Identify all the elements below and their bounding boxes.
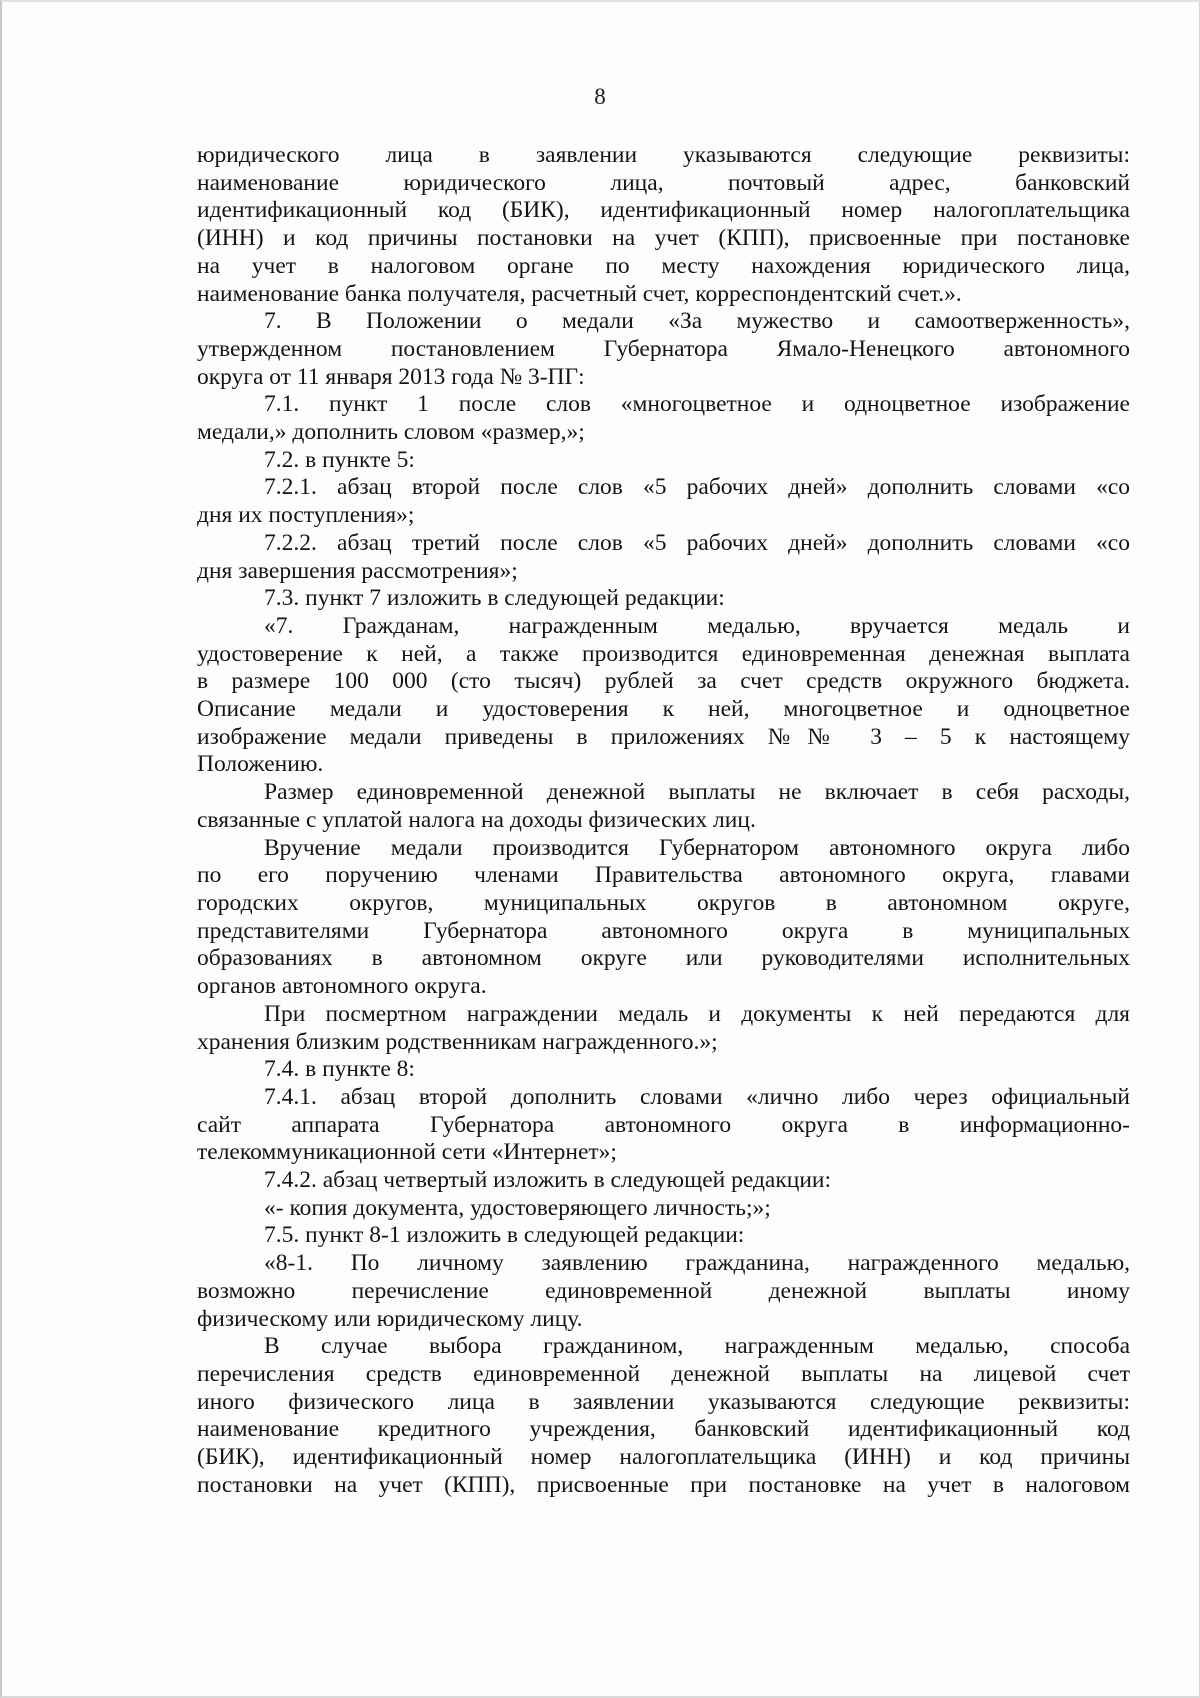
paragraph bbox=[197, 1001, 1130, 1056]
text-line: (БИК), идентификационный номер налогоплательщика (ИНН) и код причины bbox=[197, 1444, 1130, 1471]
paragraph bbox=[197, 1167, 1130, 1195]
text-line: округа от 11 января 2013 года № 3-ПГ: bbox=[197, 363, 585, 390]
text-line: телекоммуникационной сети «Интернет»; bbox=[197, 1139, 617, 1166]
page-number: 8 bbox=[594, 84, 606, 109]
text-line: Размер единовременной денежной выплаты не включает в себя расходы, bbox=[264, 779, 1130, 806]
text-line: удостоверение к ней, а также производится единовременная денежная выплата bbox=[197, 640, 1130, 667]
text-line: наименование юридического лица, почтовый адрес, банковский bbox=[197, 169, 1130, 196]
text-line: 7.2. в пункте 5: bbox=[264, 446, 415, 473]
paragraph bbox=[197, 1056, 1130, 1084]
text-line: связанные с уплатой налога на доходы физических лиц. bbox=[197, 806, 756, 833]
text-line: на учет в налоговом органе по месту нахождения юридического лица, bbox=[197, 252, 1130, 279]
text-line: медали,» дополнить словом «размер,»; bbox=[197, 419, 585, 446]
text-line: представителями Губернатора автономного округа в муниципальных bbox=[197, 917, 1130, 944]
text-line: При посмертном награждении медаль и документы к ней передаются для bbox=[264, 1000, 1130, 1027]
text-line: «8-1. По личному заявлению гражданина, награжденного медалью, bbox=[264, 1250, 1130, 1277]
paragraph bbox=[197, 474, 1130, 529]
text-line: 7.4.2. абзац четвертый изложить в следующей редакции: bbox=[264, 1167, 832, 1194]
paragraph bbox=[197, 447, 1130, 475]
paragraph bbox=[197, 1195, 1130, 1223]
text-line: сайт аппарата Губернатора автономного округа в информационно- bbox=[197, 1111, 1130, 1138]
text-line: В случае выбора гражданином, награжденным медалью, способа bbox=[264, 1333, 1130, 1360]
text-line: Положению. bbox=[197, 751, 324, 778]
text-line: хранения близким родственникам награжденного.»; bbox=[197, 1028, 718, 1055]
text-line: (ИНН) и код причины постановки на учет (КПП), присвоенные при постановке bbox=[197, 225, 1130, 252]
text-line: юридического лица в заявлении указываются следующие реквизиты: bbox=[197, 142, 1130, 168]
text-line: органов автономного округа. bbox=[197, 973, 487, 1000]
text-line: «7. Гражданам, награжденным медалью, вручается медаль и bbox=[264, 612, 1130, 639]
paragraph bbox=[197, 1222, 1130, 1250]
text-line: идентификационный код (БИК), идентификационный номер налогоплательщика bbox=[197, 197, 1130, 224]
text-line: 7.1. пункт 1 после слов «многоцветное и одноцветное изображение bbox=[264, 391, 1130, 418]
paragraph bbox=[197, 779, 1130, 834]
text-line: Вручение медали производится Губернатором автономного округа либо bbox=[264, 834, 1130, 861]
text-line: наименование кредитного учреждения, банковский идентификационный код bbox=[197, 1416, 1130, 1443]
text-line: утвержденном постановлением Губернатора Ямало-Ненецкого автономного bbox=[197, 335, 1130, 362]
paragraph bbox=[197, 391, 1130, 446]
text-line: дня их поступления»; bbox=[197, 502, 415, 529]
text-line: иного физического лица в заявлении указываются следующие реквизиты: bbox=[197, 1388, 1130, 1415]
text-line: изображение медали приведены в приложениях №№ 3 – 5 к настоящему bbox=[197, 723, 1130, 750]
text-line: в размере 100 000 (сто тысяч) рублей за счет средств окружного бюджета. bbox=[197, 668, 1130, 695]
text-line: 7.4.1. абзац второй дополнить словами «лично либо через официальный bbox=[264, 1083, 1130, 1110]
paragraph bbox=[197, 308, 1130, 391]
text-line: перечисления средств единовременной денежной выплаты на лицевой счет bbox=[197, 1360, 1130, 1387]
text-line: 7.5. пункт 8-1 изложить в следующей редакции: bbox=[264, 1222, 745, 1249]
paragraph bbox=[197, 585, 1130, 613]
text-line: 7.4. в пункте 8: bbox=[264, 1056, 415, 1083]
text-line: 7.2.1. абзац второй после слов «5 рабочих дней» дополнить словами «со bbox=[264, 474, 1130, 501]
document-body bbox=[197, 142, 1130, 1499]
text-line: постановки на учет (КПП), присвоенные при постановке на учет в налоговом bbox=[197, 1471, 1130, 1498]
paragraph bbox=[197, 1333, 1130, 1499]
text-line: 7.3. пункт 7 изложить в следующей редакции: bbox=[264, 585, 725, 612]
text-line: «- копия документа, удостоверяющего личность;»; bbox=[264, 1194, 771, 1221]
paragraph bbox=[197, 835, 1130, 1001]
text-line: физическому или юридическому лицу. bbox=[197, 1305, 583, 1332]
paragraph bbox=[197, 1084, 1130, 1167]
text-line: Описание медали и удостоверения к ней, многоцветное и одноцветное bbox=[197, 696, 1130, 723]
text-line: 7. В Положении о медали «За мужество и самоотверженность», bbox=[264, 308, 1130, 335]
text-line: образованиях в автономном округе или руководителями исполнительных bbox=[197, 945, 1130, 972]
text-line: городских округов, муниципальных округов в автономном округе, bbox=[197, 889, 1130, 916]
paragraph bbox=[197, 613, 1130, 779]
text-line: возможно перечисление единовременной денежной выплаты иному bbox=[197, 1277, 1130, 1304]
text-line: наименование банка получателя, расчетный счет, корреспондентский счет.». bbox=[197, 280, 962, 307]
paragraph bbox=[197, 1250, 1130, 1333]
text-line: 7.2.2. абзац третий после слов «5 рабочих дней» дополнить словами «со bbox=[264, 529, 1130, 556]
text-line: по его поручению членами Правительства автономного округа, главами bbox=[197, 862, 1130, 889]
text-line: дня завершения рассмотрения»; bbox=[197, 557, 518, 584]
paragraph bbox=[197, 142, 1130, 308]
paragraph bbox=[197, 530, 1130, 585]
